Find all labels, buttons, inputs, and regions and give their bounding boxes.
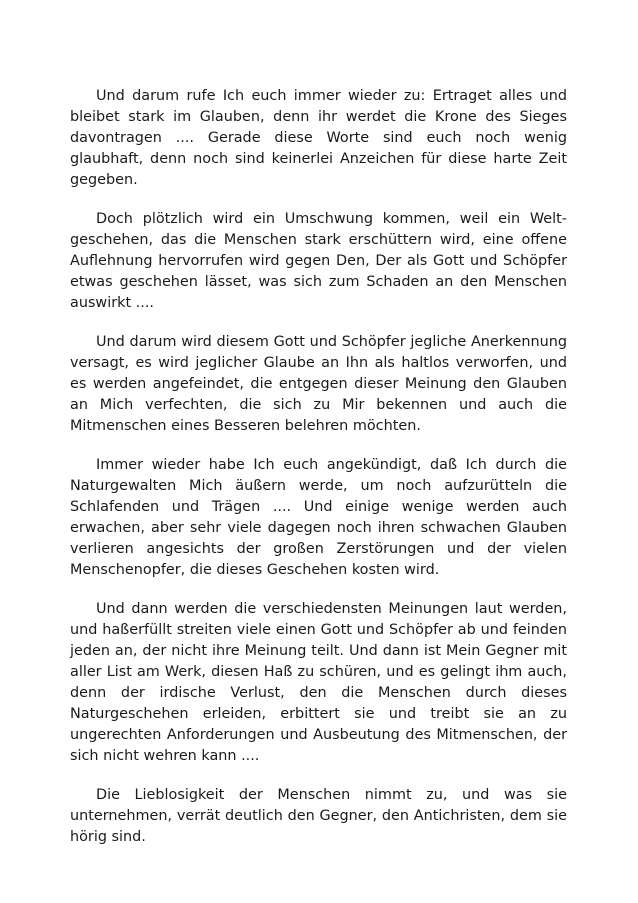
paragraph-2: Doch plötzlich wird ein Umschwung kommen, weil ein Welt-geschehen, das die Menschen stark erschüttern wird, eine offene Auflehnung hervorrufen wird gegen Den, Der als Gott und Schöpfer etwas geschehen lässet, was sich zum Schaden an den Menschen auswirkt .... [70, 211, 567, 311]
document-body [70, 86, 567, 848]
paragraph-3: Und darum wird diesem Gott und Schöpfer jegliche Anerkennung versagt, es wird jeglicher Glaube an Ihn als haltlos verworfen, und es werden angefeindet, die entgegen dieser Meinung den Glauben an Mich verfechten, die sich zu Mir bekennen und auch die Mitmenschen eines Besseren belehren möchten. [70, 334, 567, 434]
paragraph-1: Und darum rufe Ich euch immer wieder zu: Ertraget alles und bleibet stark im Glauben, denn ihr werdet die Krone des Sieges davontragen .... Gerade diese Worte sind euch noch wenig glaubhaft, denn noch sind keinerlei Anzeichen für diese harte Zeit gegeben. [70, 88, 567, 188]
paragraph-4: Immer wieder habe Ich euch angekündigt, daß Ich durch die Naturgewalten Mich äußern werde, um noch aufzurütteln die Schlafenden und Trägen .... Und einige wenige werden auch erwachen, aber sehr viele dagegen noch ihren schwachen Glauben verlieren angesichts der großen Zerstörungen und der vielen Menschenopfer, die dieses Geschehen kosten wird. [70, 457, 567, 578]
paragraph-6: Die Lieblosigkeit der Menschen nimmt zu, und was sie unternehmen, verrät deutlich den Gegner, den Antichristen, dem sie hörig sind. [70, 787, 567, 845]
paragraph-5: Und dann werden die verschiedensten Meinungen laut werden, und haßerfüllt streiten viele einen Gott und Schöpfer ab und feinden jeden an, der nicht ihre Meinung teilt. Und dann ist Mein Gegner mit aller List am Werk, diesen Haß zu schüren, und es gelingt ihm auch, denn der irdische Verlust, den die Menschen durch dieses Naturgeschehen erleiden, erbittert sie und treibt sie an zu ungerechten Anforderungen und Ausbeutung des Mitmenschen, der sich nicht wehren kann .... [70, 601, 567, 764]
